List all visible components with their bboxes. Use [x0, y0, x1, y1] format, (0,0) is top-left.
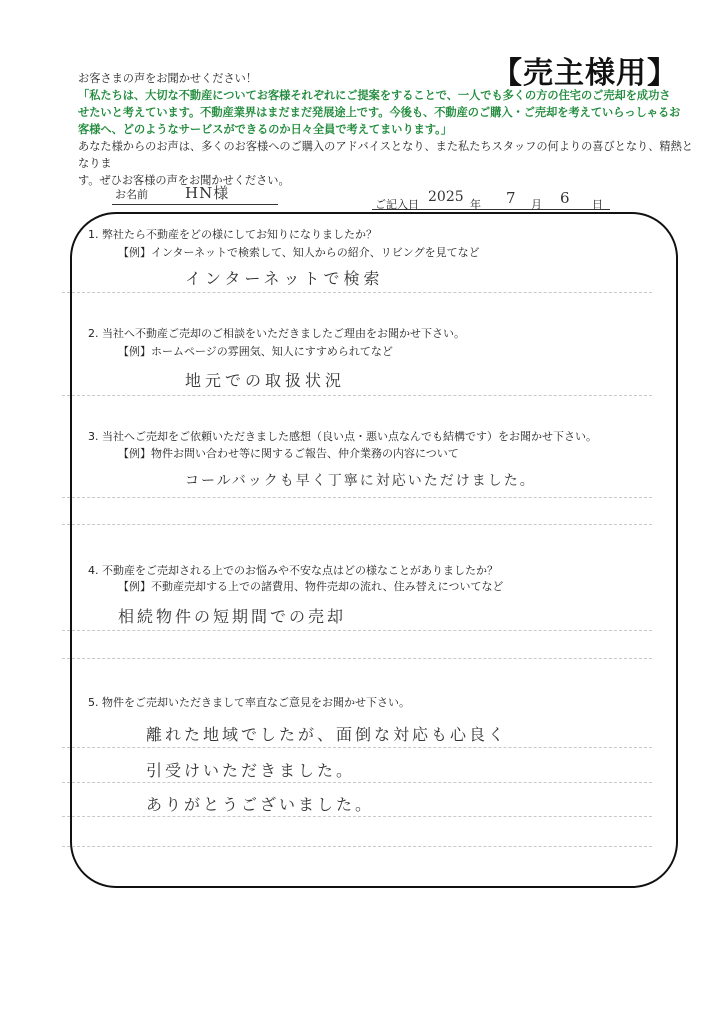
date-label: ご記入日	[375, 198, 419, 211]
answer-3-line-1: コールバックも早く丁寧に対応いただけました。	[185, 473, 536, 489]
date-month-unit: 月	[531, 198, 542, 211]
intro-line-1: お客さまの声をお聞かせください！	[78, 72, 258, 85]
question-2-example: 【例】ホームページの雰囲気、知人にすすめられてなど	[118, 345, 393, 358]
date-year: 2025	[428, 189, 464, 205]
answer-rule	[62, 782, 652, 783]
answer-rule	[62, 524, 652, 525]
name-value: HN様	[185, 184, 230, 202]
date-underline	[372, 209, 610, 210]
intro-line-4: 客様へ、どのようなサービスができるのか日々全員で考えてまいります。」	[78, 123, 452, 136]
answer-rule	[62, 630, 652, 631]
question-3-example: 【例】物件お問い合わせ等に関するご報告、仲介業務の内容について	[118, 447, 459, 460]
intro-line-5: あなた様からのお声は、多くのお客様へのご購入のアドバイスとなり、また私たちスタッフの何よりの喜びとなり、精熱となりま	[78, 140, 693, 170]
question-1-example: 【例】インターネットで検索して、知人からの紹介、リビングを見てなど	[118, 246, 480, 259]
answer-5-line-1: 離れた地域でしたが、面倒な対応も心良く	[146, 725, 508, 744]
intro-line-3: せたいと考えています。不動産業界はまだまだ発展途上です。今後も、不動産のご購入・ご売却を考えていらっしゃるお	[78, 106, 681, 119]
answer-rule	[62, 497, 652, 498]
intro-text	[78, 70, 698, 189]
question-3: 3. 当社へご売却をご依頼いただきました感想（良い点・悪い点なんでも結構です）をお聞かせ下さい。	[88, 430, 597, 443]
answer-rule	[62, 846, 652, 847]
question-4: 4. 不動産をご売却される上でのお悩みや不安な点はどの様なことがありましたか？	[88, 564, 498, 577]
answer-rule	[62, 292, 652, 293]
name-label: お名前	[115, 188, 148, 201]
answer-rule	[62, 747, 652, 748]
answer-5-line-2: 引受けいただきました。	[146, 761, 356, 780]
name-underline	[112, 204, 278, 205]
date-year-unit: 年	[470, 198, 481, 211]
seller-badge: 【売主様用】	[492, 56, 678, 91]
date-month: 7	[506, 189, 516, 207]
intro-line-2: 「私たちは、大切な不動産についてお客様それぞれにご提案をすることで、一人でも多くの方の住宅のご売却を成功さ	[78, 89, 671, 102]
question-4-example: 【例】不動産売却する上での諸費用、物件売却の流れ、住み替えについてなど	[118, 580, 504, 593]
answer-rule	[62, 395, 652, 396]
answer-4-line-1: 相続物件の短期間での売却	[118, 607, 347, 626]
answer-2-line-1: 地元での取扱状況	[185, 371, 346, 390]
answer-rule	[62, 658, 652, 659]
question-5: 5. 物件をご売却いただきまして率直なご意見をお聞かせ下さい。	[88, 696, 410, 709]
answer-5-line-3: ありがとうございました。	[146, 795, 375, 814]
date-day: 6	[560, 189, 570, 207]
answer-1-line-1: インターネットで検索	[185, 269, 384, 288]
date-day-unit: 日	[592, 198, 603, 211]
answer-rule	[62, 816, 652, 817]
survey-frame	[70, 212, 678, 888]
question-1: 1. 弊社たら不動産をどの様にしてお知りになりましたか？	[88, 228, 377, 241]
intro-line-6: す。ぜひお客様の声をお聞かせください。	[78, 174, 290, 187]
question-2: 2. 当社へ不動産ご売却のご相談をいただきましたご理由をお聞かせ下さい。	[88, 327, 465, 340]
